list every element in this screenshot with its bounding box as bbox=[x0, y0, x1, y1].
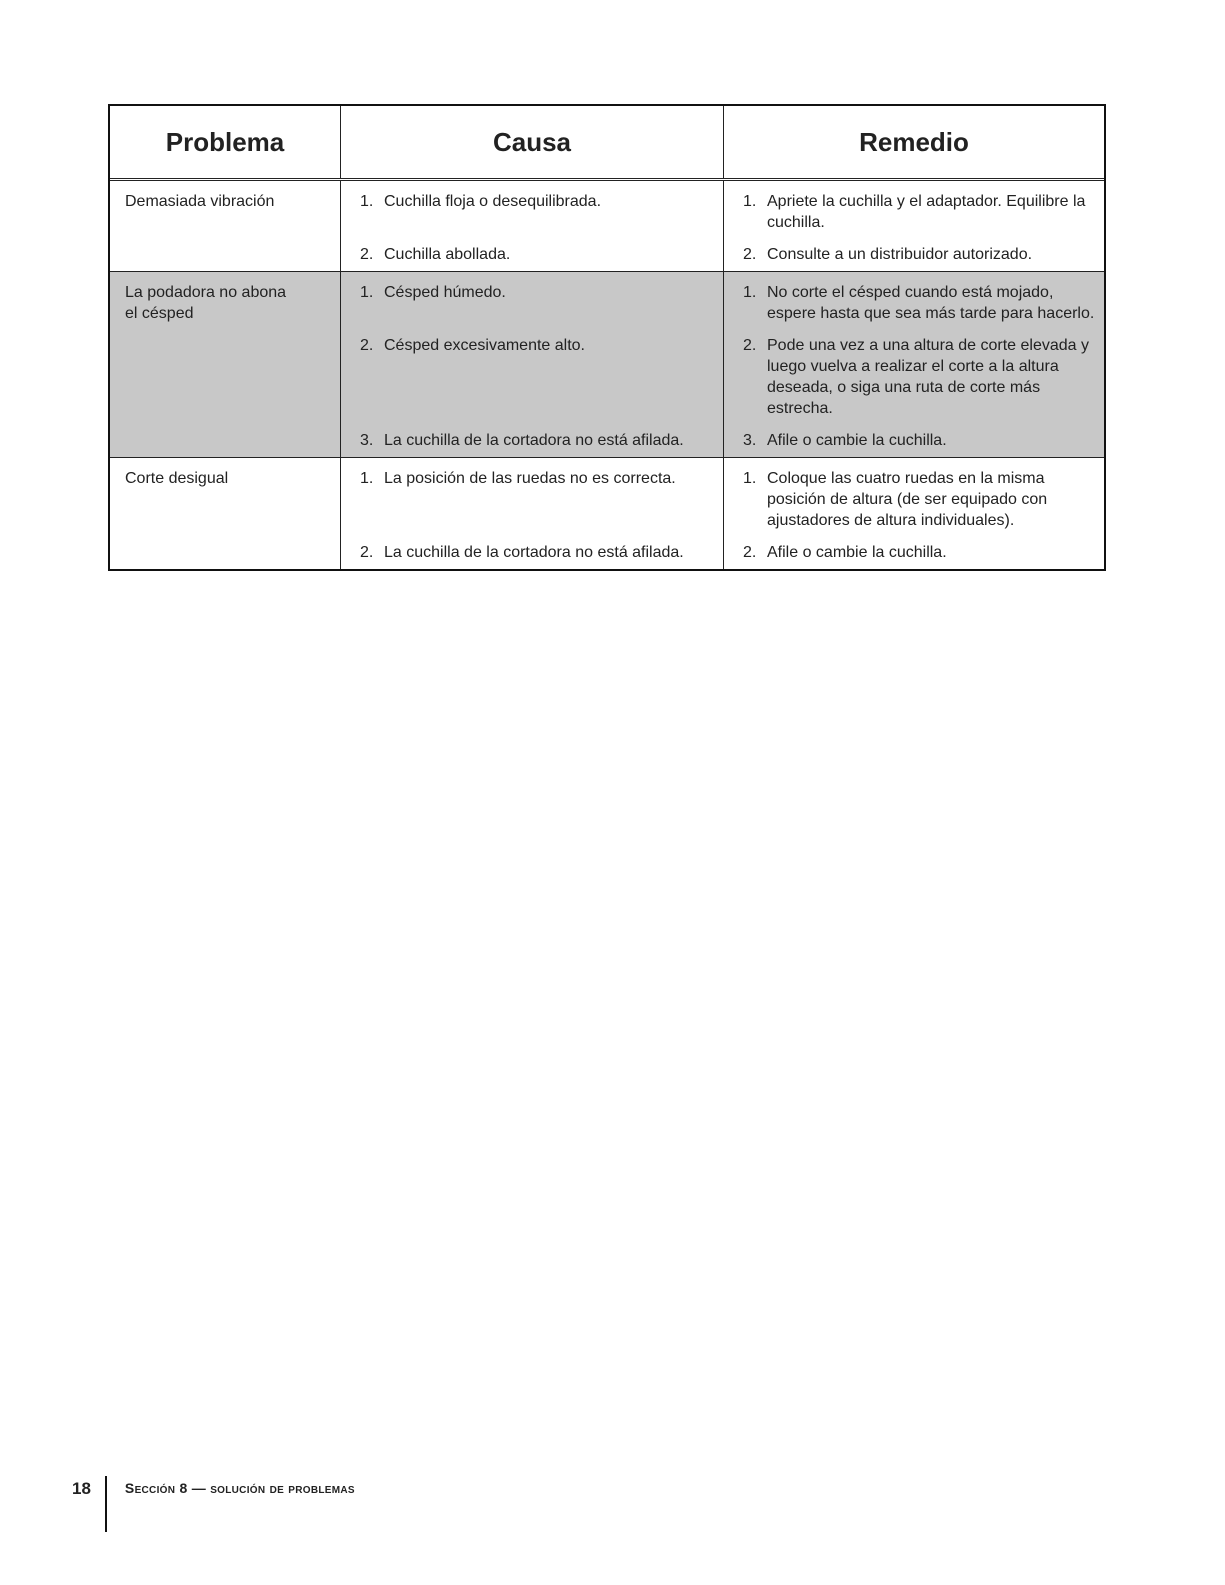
remedy-cell bbox=[724, 272, 1104, 457]
page-footer bbox=[72, 1476, 355, 1532]
table-row bbox=[110, 272, 1104, 458]
table-row bbox=[110, 458, 1104, 569]
list-item: 2. Pode una vez a una altura de corte elevada y luego vuelva a realizar el corte a la altura deseada, o siga una ruta de corte más estrecha. bbox=[743, 337, 1089, 417]
list-item: 1. No corte el césped cuando está mojado, espere hasta que sea más tarde para hacerlo. bbox=[743, 284, 1095, 322]
section-title: sección 8 — solución de problemas bbox=[124, 1480, 355, 1496]
problem-cell: La podadora no abona el césped bbox=[110, 272, 341, 457]
list-item: 2. Consulte a un distribuidor autorizado. bbox=[743, 246, 1033, 263]
list-item: 1. Coloque las cuatro ruedas en la misma posición de altura (de ser equipado con ajustadores de altura individuales). bbox=[743, 470, 1048, 529]
cause-cell bbox=[341, 458, 724, 569]
header-remedy: Remedio bbox=[859, 126, 969, 157]
table-row bbox=[110, 181, 1104, 272]
footer-divider bbox=[105, 1476, 107, 1532]
cause-cell bbox=[341, 272, 724, 457]
remedy-cell bbox=[724, 181, 1104, 271]
list-item: 1. La posición de las ruedas no es correcta. bbox=[360, 470, 676, 487]
page-number: 18 bbox=[72, 1479, 91, 1498]
list-item: 3. Afile o cambie la cuchilla. bbox=[743, 432, 947, 449]
list-item: 2. Cuchilla abollada. bbox=[360, 246, 511, 263]
list-item: 2. La cuchilla de la cortadora no está afilada. bbox=[360, 544, 684, 561]
troubleshooting-table bbox=[108, 104, 1106, 571]
header-cause: Causa bbox=[341, 106, 724, 178]
problem-cell: Corte desigual bbox=[110, 458, 341, 569]
table-header bbox=[110, 106, 1104, 181]
problem-cell: Demasiada vibración bbox=[110, 181, 341, 271]
cause-cell bbox=[341, 181, 724, 271]
list-item: 3. La cuchilla de la cortadora no está afilada. bbox=[360, 432, 684, 449]
list-item: 1. Cuchilla floja o desequilibrada. bbox=[360, 193, 602, 210]
list-item: 2. Afile o cambie la cuchilla. bbox=[743, 544, 947, 561]
list-item: 1. Apriete la cuchilla y el adaptador. Equilibre la cuchilla. bbox=[743, 193, 1086, 231]
header-problem: Problema bbox=[110, 106, 341, 178]
list-item: 1. Césped húmedo. bbox=[360, 284, 506, 301]
list-item: 2. Césped excesivamente alto. bbox=[360, 337, 585, 354]
remedy-cell bbox=[724, 458, 1104, 569]
